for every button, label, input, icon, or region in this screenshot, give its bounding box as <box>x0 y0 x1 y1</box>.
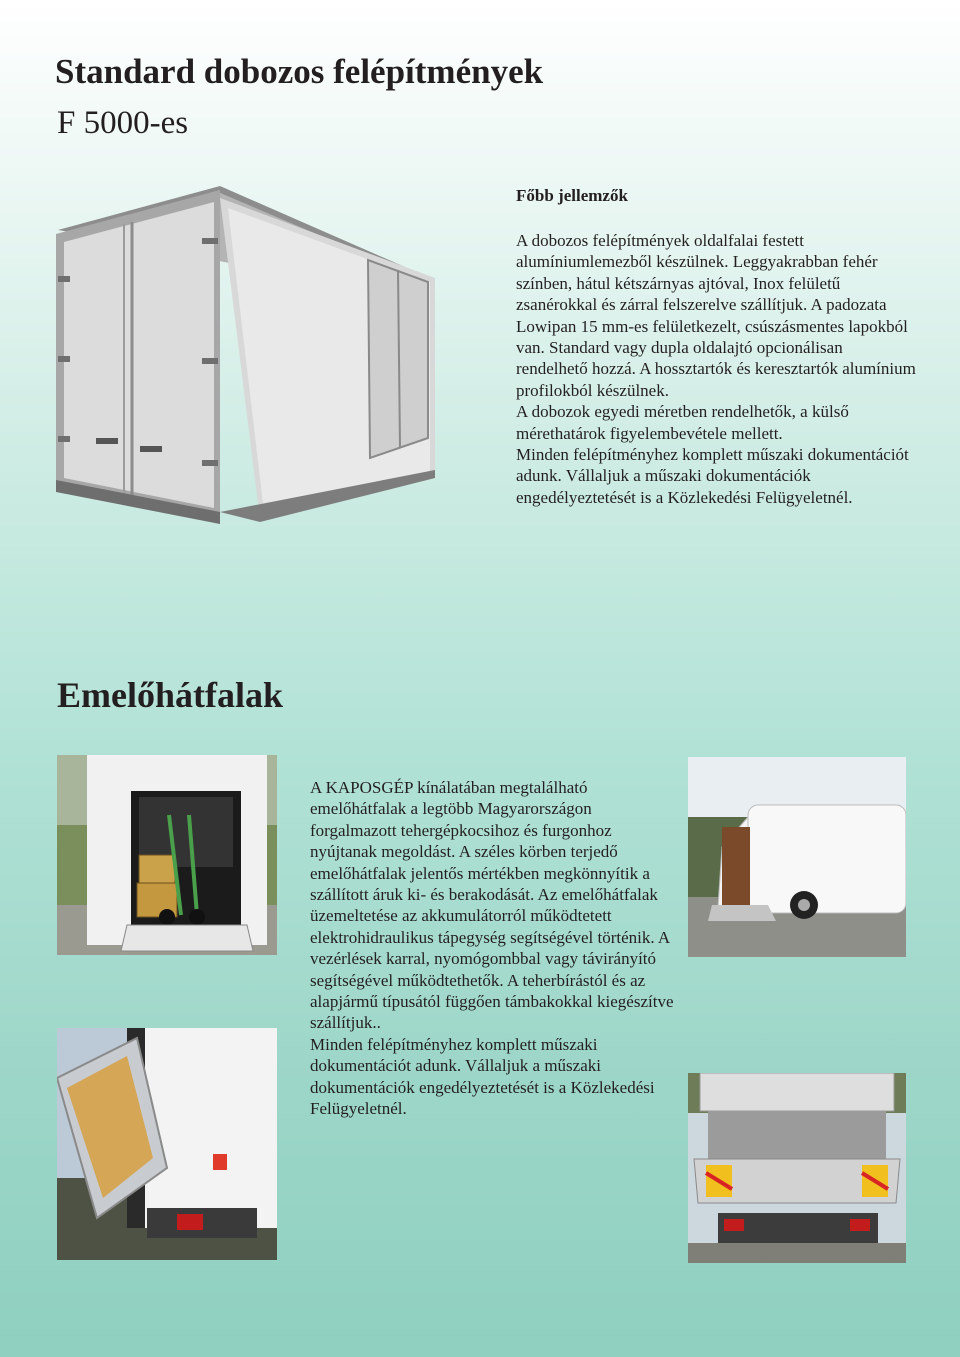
box-body-photo <box>50 178 442 528</box>
page-subtitle: F 5000-es <box>57 105 189 141</box>
liftgate-text <box>310 777 678 1120</box>
features-paragraph: A dobozos felépítmények oldalfalai festett alumíniumlemezből készülnek. Leggyakrabban fehér színben, hátul kétszárnyas ajtóval, Inox felületű zsanérokkal és zárral felszerelve szállítjuk. A padozata Lowipan 15 mm-es felületkezelt, csúszásmentes lapokból van. Standard vagy dupla oldalajtó opcionálisan rendelhető hozzá. A hossztartók és keresztartók alumínium profilokból készülnek. <box>516 231 916 400</box>
page-title: Standard dobozos felépítmények <box>55 52 544 91</box>
liftgate-paragraph: Minden felépítményhez komplett műszaki dokumentációt adunk. Vállaljuk a műszaki dokumentációk engedélyeztetését is a Közlekedési Felügyeletnél. <box>310 1034 655 1119</box>
features-text <box>516 230 916 508</box>
features-paragraph: A dobozok egyedi méretben rendelhetők, a külső mérethatárok figyelembevétele mellett. <box>516 402 849 443</box>
truck-rear-liftgate-photo <box>688 1073 906 1263</box>
liftgate-section-heading: Emelőhátfalak <box>57 675 284 715</box>
features-heading: Főbb jellemzők <box>516 186 628 205</box>
features-paragraph: Minden felépítményhez komplett műszaki dokumentációt adunk. Vállaljuk a műszaki dokumentációk engedélyeztetését is a Közlekedési Felügyeletnél. <box>516 445 909 507</box>
liftgate-paragraph: A KAPOSGÉP kínálatában megtalálható emelőhátfalak a legtöbb Magyarországon forgalmazott tehergépkocsihoz és furgonhoz nyújtanak megoldást. A széles körben terjedő emelőhátfalak jelentős mértékben megkönnyítik a szállított áruk ki- és berakodását. Az emelőhátfalak üzemeltetése az akkumulátorról működtetett elektrohidraulikus tápegység segítségével történik. A vezérlések karral, nyomógombbal vagy távirányító segítségével működtethetők. A teherbírástól és az alapjármű típusától függően támbakokkal kiegészítve szállítjuk.. <box>310 778 674 1033</box>
van-interior-liftgate-photo <box>57 755 277 955</box>
van-side-liftgate-photo <box>688 757 906 957</box>
truck-liftgate-open-photo <box>57 1028 277 1260</box>
